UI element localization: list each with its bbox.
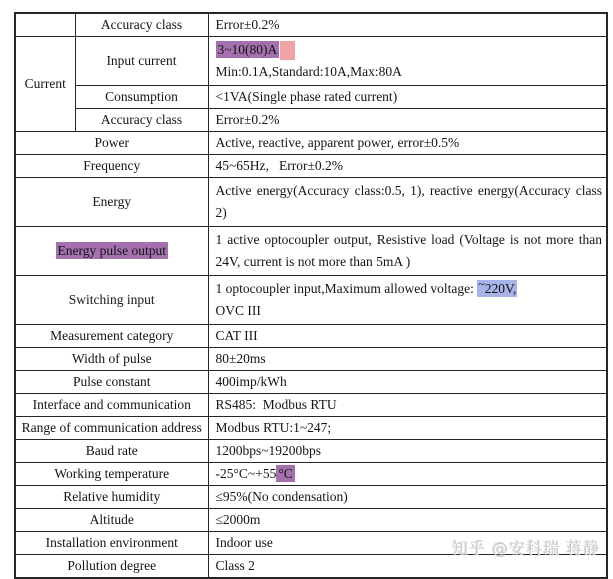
row-label: Pollution degree	[15, 555, 208, 579]
row-label: Consumption	[75, 86, 208, 109]
row-label: Pulse constant	[15, 371, 208, 394]
row-altitude	[15, 509, 607, 532]
row-accuracy-class-2	[15, 109, 607, 132]
row-value: Error±0.2%	[208, 13, 607, 37]
row-label: Energy	[15, 178, 208, 227]
row-label: Baud rate	[15, 440, 208, 463]
row-value: Class 2	[208, 555, 607, 579]
row-working-temperature	[15, 463, 607, 486]
row-label: Installation environment	[15, 532, 208, 555]
row-accuracy-class-top	[15, 13, 607, 37]
switching-line1	[216, 278, 603, 300]
row-value: 1 active optocoupler output, Resistive load (Voltage is not more than 24V, current is not more than 5mA )	[208, 227, 607, 276]
row-value: RS485: Modbus RTU	[208, 394, 607, 417]
row-value: ≤95%(No condensation)	[208, 486, 607, 509]
row-value: 80±20ms	[208, 348, 607, 371]
row-value: ≤2000m	[208, 509, 607, 532]
row-value: 45~65Hz, Error±0.2%	[208, 155, 607, 178]
row-value: 1200bps~19200bps	[208, 440, 607, 463]
specification-table	[14, 12, 608, 579]
row-communication-address	[15, 417, 607, 440]
voltage-value: 220V,	[484, 281, 517, 296]
highlighted-label-text: Energy pulse output	[57, 243, 166, 258]
pink-highlight-block	[280, 41, 295, 60]
empty-group-cell	[15, 13, 75, 37]
row-label: Interface and communication	[15, 394, 208, 417]
row-switching-input	[15, 276, 607, 325]
row-label: Range of communication address	[15, 417, 208, 440]
row-measurement-category	[15, 325, 607, 348]
row-power	[15, 132, 607, 155]
row-label: Accuracy class	[75, 13, 208, 37]
row-label: Measurement category	[15, 325, 208, 348]
row-input-current	[15, 37, 607, 86]
row-value: Active energy(Accuracy class:0.5, 1), reactive energy(Accuracy class 2)	[208, 178, 607, 227]
row-value: 400imp/kWh	[208, 371, 607, 394]
row-value: Error±0.2%	[208, 109, 607, 132]
row-label	[15, 227, 208, 276]
row-value: Active, reactive, apparent power, error±0.5%	[208, 132, 607, 155]
row-value	[208, 276, 607, 325]
row-value: Modbus RTU:1~247;	[208, 417, 607, 440]
row-label: Altitude	[15, 509, 208, 532]
row-label: Relative humidity	[15, 486, 208, 509]
row-energy	[15, 178, 607, 227]
group-current-cell: Current	[15, 37, 75, 132]
row-label: Input current	[75, 37, 208, 86]
row-frequency	[15, 155, 607, 178]
switching-line2: OVC III	[215, 303, 261, 318]
row-interface-communication	[15, 394, 607, 417]
highlighted-celsius-text: °C	[278, 466, 293, 481]
row-label: Switching input	[15, 276, 208, 325]
row-value	[208, 37, 607, 86]
temperature-text: -25°C~+55	[215, 466, 277, 481]
row-consumption	[15, 86, 607, 109]
row-label: Width of pulse	[15, 348, 208, 371]
highlighted-range-text: 3~10(80)A	[217, 42, 278, 57]
row-energy-pulse-output	[15, 227, 607, 276]
row-relative-humidity	[15, 486, 607, 509]
row-pulse-constant	[15, 371, 607, 394]
highlighted-voltage-text: ~220V,	[478, 277, 517, 296]
zhihu-watermark: 知乎 @安科瑞 蒋静	[452, 539, 601, 558]
row-value: Indoor use	[208, 532, 607, 555]
row-label: Accuracy class	[75, 109, 208, 132]
row-label: Power	[15, 132, 208, 155]
row-value	[208, 463, 607, 486]
switching-text: 1 optocoupler input,Maximum allowed voltage:	[215, 281, 478, 296]
input-current-line2: Min:0.1A,Standard:10A,Max:80A	[215, 64, 402, 79]
row-label: Frequency	[15, 155, 208, 178]
row-value: CAT III	[208, 325, 607, 348]
input-current-line1	[216, 39, 603, 61]
row-value: <1VA(Single phase rated current)	[208, 86, 607, 109]
row-baud-rate	[15, 440, 607, 463]
row-label: Working temperature	[15, 463, 208, 486]
row-width-of-pulse	[15, 348, 607, 371]
